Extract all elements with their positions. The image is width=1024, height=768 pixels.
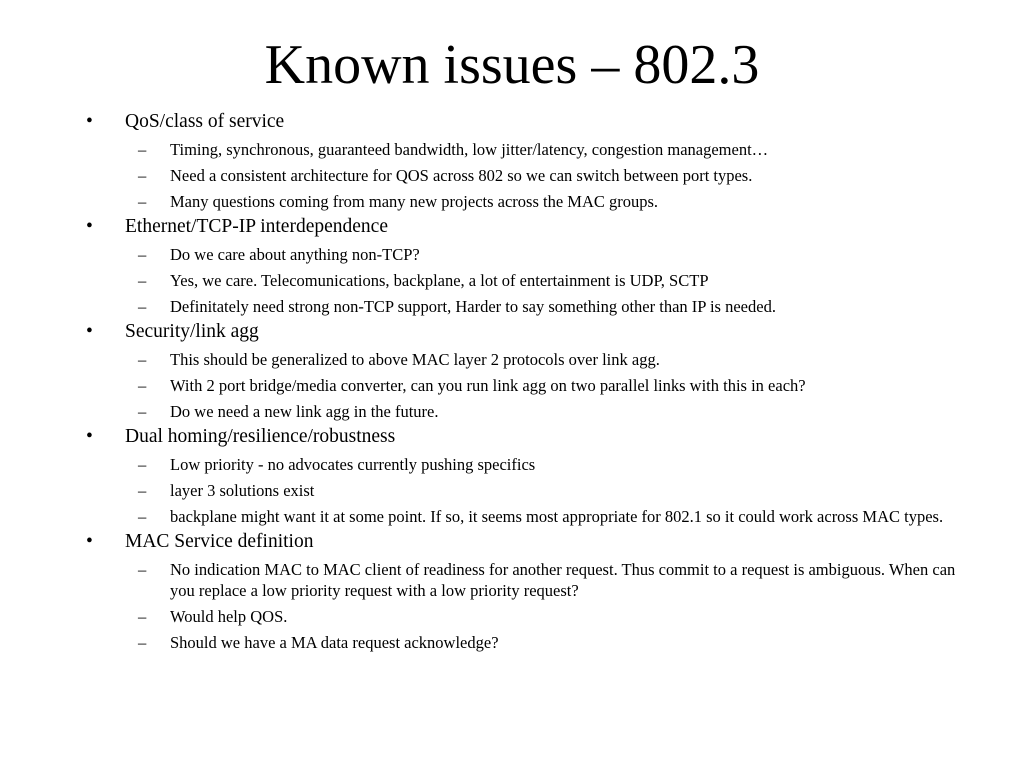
sub-item-text: No indication MAC to MAC client of readiness for another request. Thus commit to a request is ambiguous. When can you replace a low priority request with a low priority request? — [170, 560, 956, 600]
topic-row — [86, 110, 956, 134]
topic-row — [86, 215, 956, 239]
sub-item — [86, 506, 956, 527]
sub-item-text: Yes, we care. Telecomunications, backplane, a lot of entertainment is UDP, SCTP — [170, 271, 709, 290]
topic-label: Ethernet/TCP-IP interdependence — [125, 216, 388, 237]
sub-item-text: Need a consistent architecture for QOS across 802 so we can switch between port types. — [170, 166, 753, 185]
sub-item — [86, 375, 956, 396]
dash-icon: – — [138, 271, 147, 290]
topic-label: QoS/class of service — [125, 111, 285, 132]
dash-icon: – — [138, 140, 147, 159]
dash-icon: – — [138, 560, 147, 579]
dash-icon: – — [138, 481, 147, 500]
sub-item — [86, 454, 956, 475]
topic-qos — [86, 110, 956, 212]
topic-dual-homing — [86, 425, 956, 527]
dash-icon: – — [138, 633, 147, 652]
sub-list — [86, 559, 956, 653]
dash-icon: – — [138, 245, 147, 264]
sub-item — [86, 349, 956, 370]
bullet-list — [86, 107, 956, 653]
topic-label: Dual homing/resilience/robustness — [125, 426, 396, 447]
sub-item-text: layer 3 solutions exist — [170, 481, 315, 500]
bullet-icon: • — [86, 216, 93, 237]
sub-item — [86, 559, 956, 601]
sub-item-text: Low priority - no advocates currently pushing specifics — [170, 455, 536, 474]
sub-item-text: Many questions coming from many new projects across the MAC groups. — [170, 192, 659, 211]
sub-item-text: backplane might want it at some point. If so, it seems most appropriate for 802.1 so it could work across MAC types. — [170, 507, 944, 526]
sub-item — [86, 632, 956, 653]
topic-row — [86, 320, 956, 344]
bullet-icon: • — [86, 321, 93, 342]
bullet-icon: • — [86, 531, 93, 552]
sub-item — [86, 165, 956, 186]
bullet-icon: • — [86, 426, 93, 447]
sub-item-text: Do we need a new link agg in the future. — [170, 402, 439, 421]
dash-icon: – — [138, 350, 147, 369]
dash-icon: – — [138, 192, 147, 211]
dash-icon: – — [138, 507, 147, 526]
sub-item — [86, 270, 956, 291]
dash-icon: – — [138, 455, 147, 474]
sub-list — [86, 349, 956, 422]
sub-item — [86, 480, 956, 501]
topic-row — [86, 425, 956, 449]
sub-item-text: With 2 port bridge/media converter, can you run link agg on two parallel links with this in each? — [170, 376, 806, 395]
topic-label: Security/link agg — [125, 321, 259, 342]
dash-icon: – — [138, 376, 147, 395]
bullet-icon: • — [86, 111, 93, 132]
sub-item-text: Should we have a MA data request acknowledge? — [170, 633, 499, 652]
sub-item — [86, 191, 956, 212]
dash-icon: – — [138, 607, 147, 626]
slide-title: Known issues – 802.3 — [264, 34, 760, 96]
topic-ethernet-tcpip — [86, 215, 956, 317]
sub-item — [86, 296, 956, 317]
sub-item-text: Would help QOS. — [170, 607, 288, 626]
dash-icon: – — [138, 297, 147, 316]
topic-row — [86, 530, 956, 554]
topic-mac-service-definition — [86, 530, 956, 653]
sub-list — [86, 244, 956, 317]
sub-item-text: This should be generalized to above MAC layer 2 protocols over link agg. — [170, 350, 660, 369]
topic-security-link-agg — [86, 320, 956, 422]
dash-icon: – — [138, 402, 147, 421]
sub-item-text: Do we care about anything non-TCP? — [170, 245, 420, 264]
dash-icon: – — [138, 166, 147, 185]
sub-item-text: Definitately need strong non-TCP support, Harder to say something other than IP is needed. — [170, 297, 776, 316]
sub-item — [86, 606, 956, 627]
sub-list — [86, 454, 956, 527]
sub-list — [86, 139, 956, 212]
sub-item — [86, 244, 956, 265]
topic-label: MAC Service definition — [125, 531, 314, 552]
sub-item-text: Timing, synchronous, guaranteed bandwidth, low jitter/latency, congestion management… — [170, 140, 769, 159]
sub-item — [86, 401, 956, 422]
sub-item — [86, 139, 956, 160]
